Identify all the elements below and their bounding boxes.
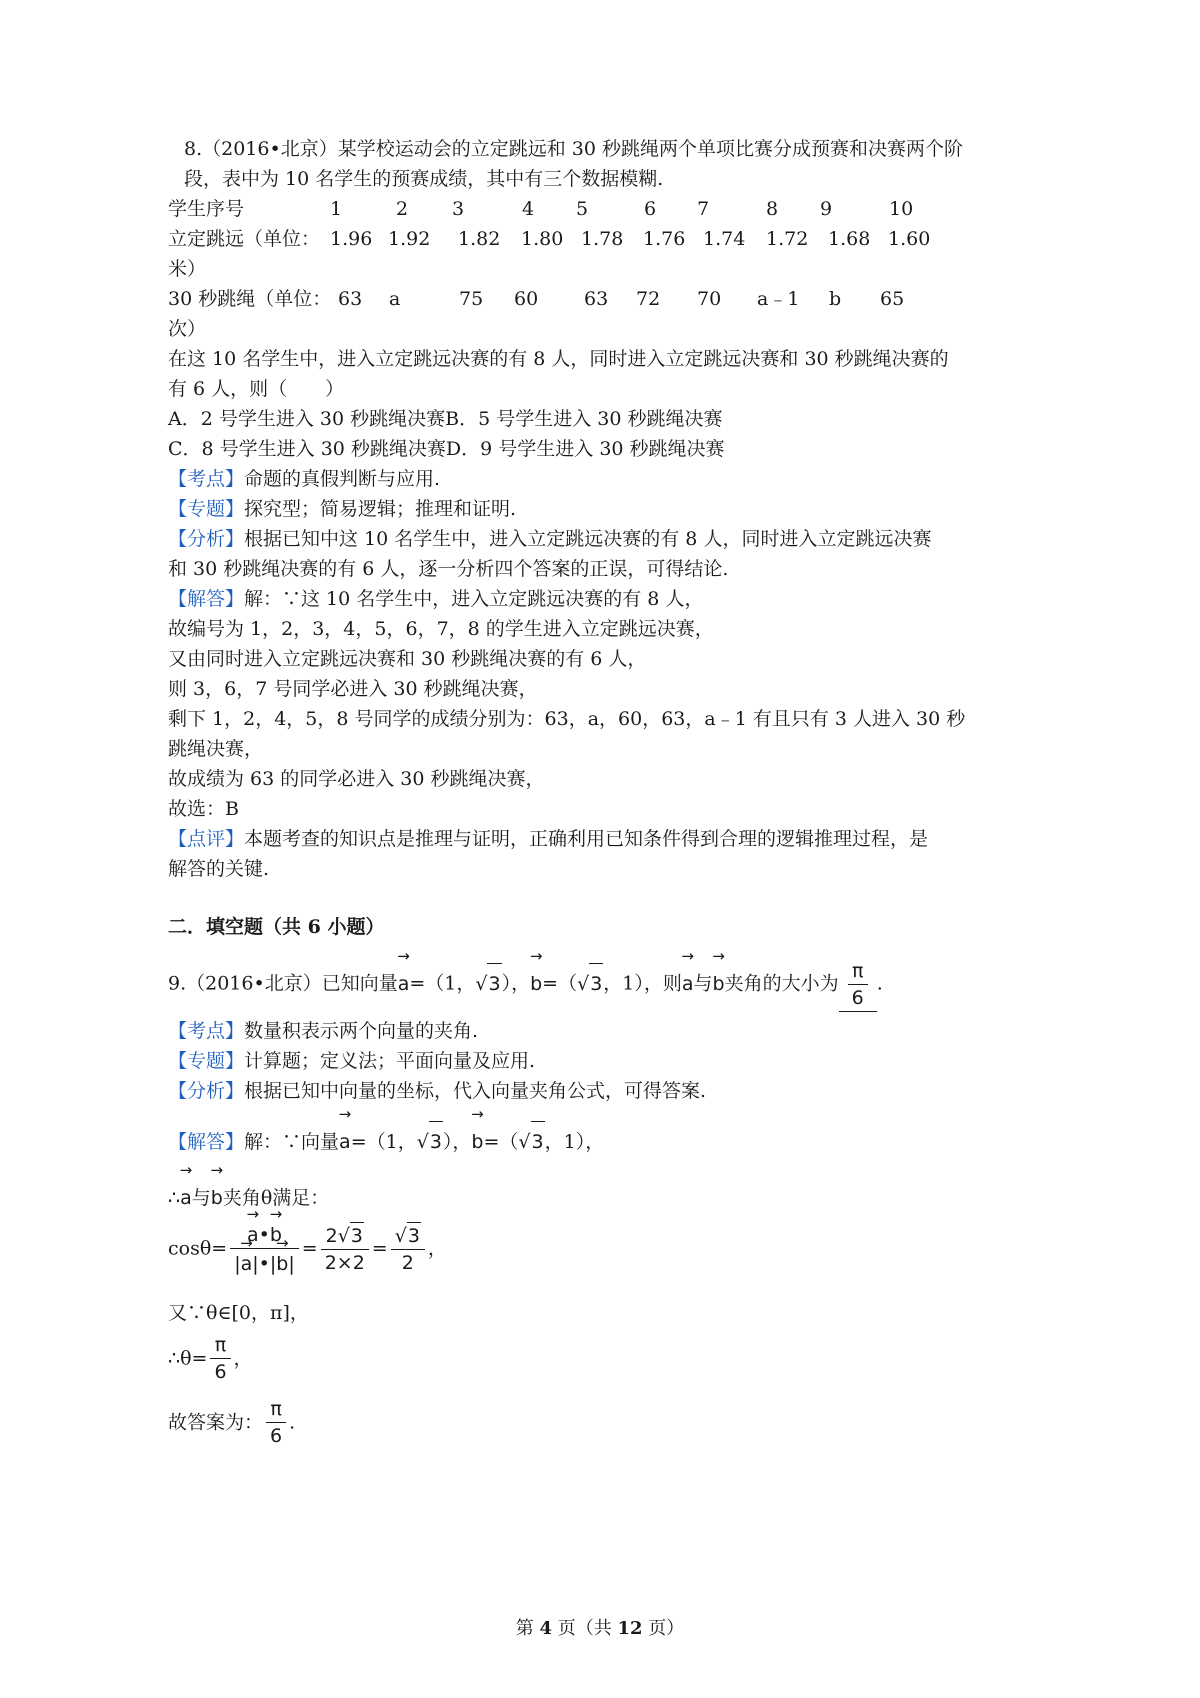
radicand: 3 — [407, 1222, 421, 1249]
jieda-tag: 【解答】 — [168, 588, 245, 610]
table-cell: 1.96 — [330, 228, 373, 250]
vector-b: → b — [270, 1220, 282, 1248]
q9-stem — [168, 958, 883, 1012]
q8-stem-line-4: 有 6 人，则（ ） — [168, 378, 345, 400]
abs-bar: | — [269, 1253, 277, 1275]
footer-text: 页） — [642, 1618, 685, 1639]
radicand: 3 — [531, 1121, 545, 1162]
q8-fenxi — [168, 526, 931, 552]
theta-equals: ∴θ= — [168, 1347, 208, 1370]
jieda-tag: 【解答】 — [168, 1131, 245, 1153]
kaodian-tag: 【考点】 — [168, 468, 245, 490]
table-cell: 1.72 — [766, 228, 809, 250]
table-cell: 70 — [697, 288, 722, 310]
denominator: 2 — [391, 1249, 425, 1276]
q8-stem-line-2: 段，表中为 10 名学生的预赛成绩，其中有三个数据模糊. — [184, 168, 664, 190]
table-cell: 1.82 — [458, 228, 501, 250]
vector-a: → a — [247, 1220, 259, 1248]
table-cell: 5 — [576, 198, 589, 220]
therefore-symbol: ∴ — [168, 1187, 181, 1209]
dianping-tag: 【点评】 — [168, 828, 245, 850]
page-number: 4 — [539, 1618, 552, 1639]
jieda-text: 解：∵这 10 名学生中，进入立定跳远决赛的有 8 人， — [244, 588, 704, 610]
denominator: 6 — [266, 1422, 286, 1449]
vector-a: → a — [180, 1176, 192, 1218]
q9-prefix: 9.（2016•北京）已知向量 — [168, 972, 398, 995]
vector-b: → b — [713, 962, 725, 1004]
table-cell: 72 — [636, 288, 661, 310]
q8-kaodian — [168, 466, 440, 492]
table-cell: 10 — [889, 198, 914, 220]
table-cell: 30 秒跳绳（单位： — [168, 288, 332, 310]
q9-text: 解：∵向量 — [244, 1131, 340, 1153]
vector-b: → b — [276, 1249, 288, 1277]
dianping-text: 本题考查的知识点是推理与证明，正确利用已知条件得到合理的逻辑推理过程，是 — [244, 828, 929, 850]
q8-choices-ab: A．2 号学生进入 30 秒跳绳决赛B．5 号学生进入 30 秒跳绳决赛 — [168, 408, 723, 430]
footer-text: 第 — [515, 1618, 540, 1639]
table-cell: 75 — [459, 288, 484, 310]
vector-b: → b — [471, 1120, 483, 1162]
numerator: π — [214, 1334, 227, 1356]
table-cell: 60 — [514, 288, 539, 310]
q8-jieda-line-4: 则 3，6，7 号同学必进入 30 秒跳绳决赛， — [168, 678, 538, 700]
vector-b: → b — [211, 1176, 223, 1218]
pi-over-6 — [210, 1332, 230, 1385]
period: . — [289, 1411, 296, 1434]
footer-text: 页（共 — [552, 1618, 618, 1639]
q8-dianping — [168, 826, 928, 852]
q8-zhuanti — [168, 496, 516, 522]
zhuanti-tag: 【专题】 — [168, 498, 245, 520]
cos-fraction — [230, 1220, 299, 1277]
kaodian-text: 命题的真假判断与应用. — [244, 468, 441, 490]
q9-answer-line — [168, 1396, 295, 1449]
table-cell: 2 — [396, 198, 409, 220]
comma: ， — [233, 1347, 253, 1370]
kaodian-tag: 【考点】 — [168, 1020, 245, 1042]
vector-a: → a — [398, 962, 410, 1004]
table-cell: 米） — [168, 258, 207, 280]
q9-interval: 又∵θ∈[0，π]， — [168, 1302, 309, 1324]
fraction-sqrt3-over-2 — [391, 1222, 425, 1276]
vector-a: → a — [682, 962, 694, 1004]
cos-formula — [168, 1220, 447, 1277]
q8-jieda-line-8: 故选：B — [168, 798, 239, 820]
table-cell: 3 — [452, 198, 465, 220]
table-cell: 立定跳远（单位： — [168, 228, 321, 250]
fenxi-text: 根据已知中向量的坐标，代入向量夹角公式，可得答案. — [244, 1080, 707, 1102]
table-cell: 1.74 — [703, 228, 746, 250]
table-cell: 1.76 — [643, 228, 686, 250]
q8-stem-line-1: 8.（2016•北京）某学校运动会的立定跳远和 30 秒跳绳两个单项比赛分成预赛和决赛两个阶 — [184, 138, 963, 160]
denominator: 6 — [848, 984, 868, 1011]
table-cell: 9 — [820, 198, 833, 220]
q9-zhuanti — [168, 1048, 535, 1074]
vector-a: → a — [241, 1249, 253, 1277]
answer-blank — [839, 958, 877, 1012]
q9-text: ，1），则 — [603, 972, 682, 995]
equals: = — [301, 1237, 318, 1260]
q9-text: ，1）， — [544, 1131, 605, 1153]
denominator: 2×2 — [321, 1249, 369, 1276]
table-cell: 8 — [766, 198, 779, 220]
q9-fenxi — [168, 1078, 706, 1104]
pi-over-6 — [266, 1396, 286, 1449]
q9-text: =（1， — [350, 1131, 417, 1153]
table-cell: 1.68 — [828, 228, 871, 250]
q9-text: ）， — [501, 972, 531, 995]
table-cell: b — [829, 288, 842, 310]
q8-jieda-line-7: 故成绩为 63 的同学必进入 30 秒跳绳决赛， — [168, 768, 545, 790]
q9-text: 与 — [191, 1187, 211, 1209]
sqrt-3: √3 — [518, 1121, 544, 1162]
abs-bar: | — [288, 1253, 295, 1275]
denominator — [230, 1248, 299, 1277]
dot-symbol: • — [258, 1224, 270, 1246]
sqrt-3: √3 — [577, 963, 603, 1004]
fenxi-text: 根据已知中这 10 名学生中，进入立定跳远决赛的有 8 人，同时进入立定跳远决赛 — [244, 528, 932, 550]
q8-jieda-line-2: 故编号为 1，2，3，4，5，6，7，8 的学生进入立定跳远决赛， — [168, 618, 714, 640]
q9-text: =（ — [483, 1131, 519, 1153]
q8-jieda-line-3: 又由同时进入立定跳远决赛和 30 秒跳绳决赛的有 6 人， — [168, 648, 647, 670]
sqrt-3: √3 — [338, 1222, 364, 1249]
page-footer — [0, 1614, 1200, 1640]
table-cell: a — [389, 288, 401, 310]
q9-text: 夹角θ满足： — [222, 1187, 330, 1209]
numerator — [391, 1222, 425, 1249]
table-cell: a﹣1 — [757, 288, 800, 310]
fenxi-tag: 【分析】 — [168, 1080, 245, 1102]
sqrt-3: √3 — [395, 1222, 421, 1249]
table-cell: 63 — [338, 288, 363, 310]
table-cell: 4 — [522, 198, 535, 220]
q9-text: 与 — [693, 972, 713, 995]
vector-b: → b — [530, 962, 542, 1004]
numerator: π — [851, 960, 864, 982]
q8-stem-line-3: 在这 10 名学生中，进入立定跳远决赛的有 8 人，同时进入立定跳远决赛和 30 秒跳绳决赛的 — [168, 348, 949, 370]
q8-fenxi-line-2: 和 30 秒跳绳决赛的有 6 人，逐一分析四个答案的正误，可得结论. — [168, 558, 729, 580]
pi-over-6 — [848, 958, 868, 1011]
section-title: 二．填空题（共 6 小题） — [168, 916, 385, 938]
q9-jieda — [168, 1120, 604, 1162]
table-cell: 1.60 — [888, 228, 931, 250]
table-cell: 1.80 — [521, 228, 564, 250]
sqrt-3: √3 — [475, 963, 501, 1004]
table-cell: 1 — [330, 198, 343, 220]
table-cell: 1.78 — [581, 228, 624, 250]
radicand: 3 — [350, 1222, 364, 1249]
q8-jieda-line-5: 剩下 1，2，4，5，8 号同学的成绩分别为：63，a，60，63，a﹣1 有且只有 3 人进入 30 秒 — [168, 708, 966, 730]
numerator: π — [270, 1398, 282, 1420]
comma: ， — [427, 1237, 447, 1260]
q9-text: 夹角的大小为 — [724, 972, 839, 995]
q9-kaodian — [168, 1018, 478, 1044]
abs-bar: | — [234, 1253, 241, 1275]
zhuanti-tag: 【专题】 — [168, 1050, 245, 1072]
zhuanti-text: 计算题；定义法；平面向量及应用. — [244, 1050, 536, 1072]
coefficient: 2 — [325, 1224, 338, 1247]
answer-label: 故答案为： — [168, 1411, 264, 1434]
q9-theta-line — [168, 1332, 253, 1385]
q9-text: =（1， — [409, 972, 476, 995]
numerator — [321, 1222, 369, 1249]
radicand: 3 — [429, 1121, 443, 1162]
sqrt-3: √3 — [417, 1121, 443, 1162]
q8-choices-cd: C．8 号学生进入 30 秒跳绳决赛D．9 号学生进入 30 秒跳绳决赛 — [168, 438, 725, 460]
q8-jieda — [168, 586, 703, 612]
radicand: 3 — [589, 963, 603, 1004]
kaodian-text: 数量积表示两个向量的夹角. — [244, 1020, 479, 1042]
q9-text: . — [876, 972, 883, 995]
vector-a: → a — [339, 1120, 351, 1162]
fraction-2sqrt3-over-4 — [321, 1222, 369, 1276]
cos-label: cosθ= — [168, 1237, 228, 1260]
denominator: 6 — [210, 1358, 230, 1385]
table-cell: 次） — [168, 318, 207, 340]
table-cell: 63 — [584, 288, 609, 310]
abs-bar: | — [252, 1253, 259, 1275]
table-cell: 65 — [880, 288, 905, 310]
table-cell: 6 — [644, 198, 657, 220]
q9-text: =（ — [542, 972, 578, 995]
fenxi-tag: 【分析】 — [168, 528, 245, 550]
table-cell: 1.92 — [388, 228, 431, 250]
radicand: 3 — [487, 963, 501, 1004]
q9-text: ）， — [442, 1131, 472, 1153]
dot-symbol: • — [258, 1253, 270, 1275]
page-total: 12 — [617, 1618, 643, 1639]
table-cell: 学生序号 — [168, 198, 245, 220]
q8-dianping-line-2: 解答的关键. — [168, 858, 270, 880]
q8-jieda-line-6: 跳绳决赛， — [168, 738, 264, 760]
table-cell: 7 — [697, 198, 710, 220]
zhuanti-text: 探究型；简易逻辑；推理和证明. — [244, 498, 517, 520]
equals: = — [371, 1237, 388, 1260]
